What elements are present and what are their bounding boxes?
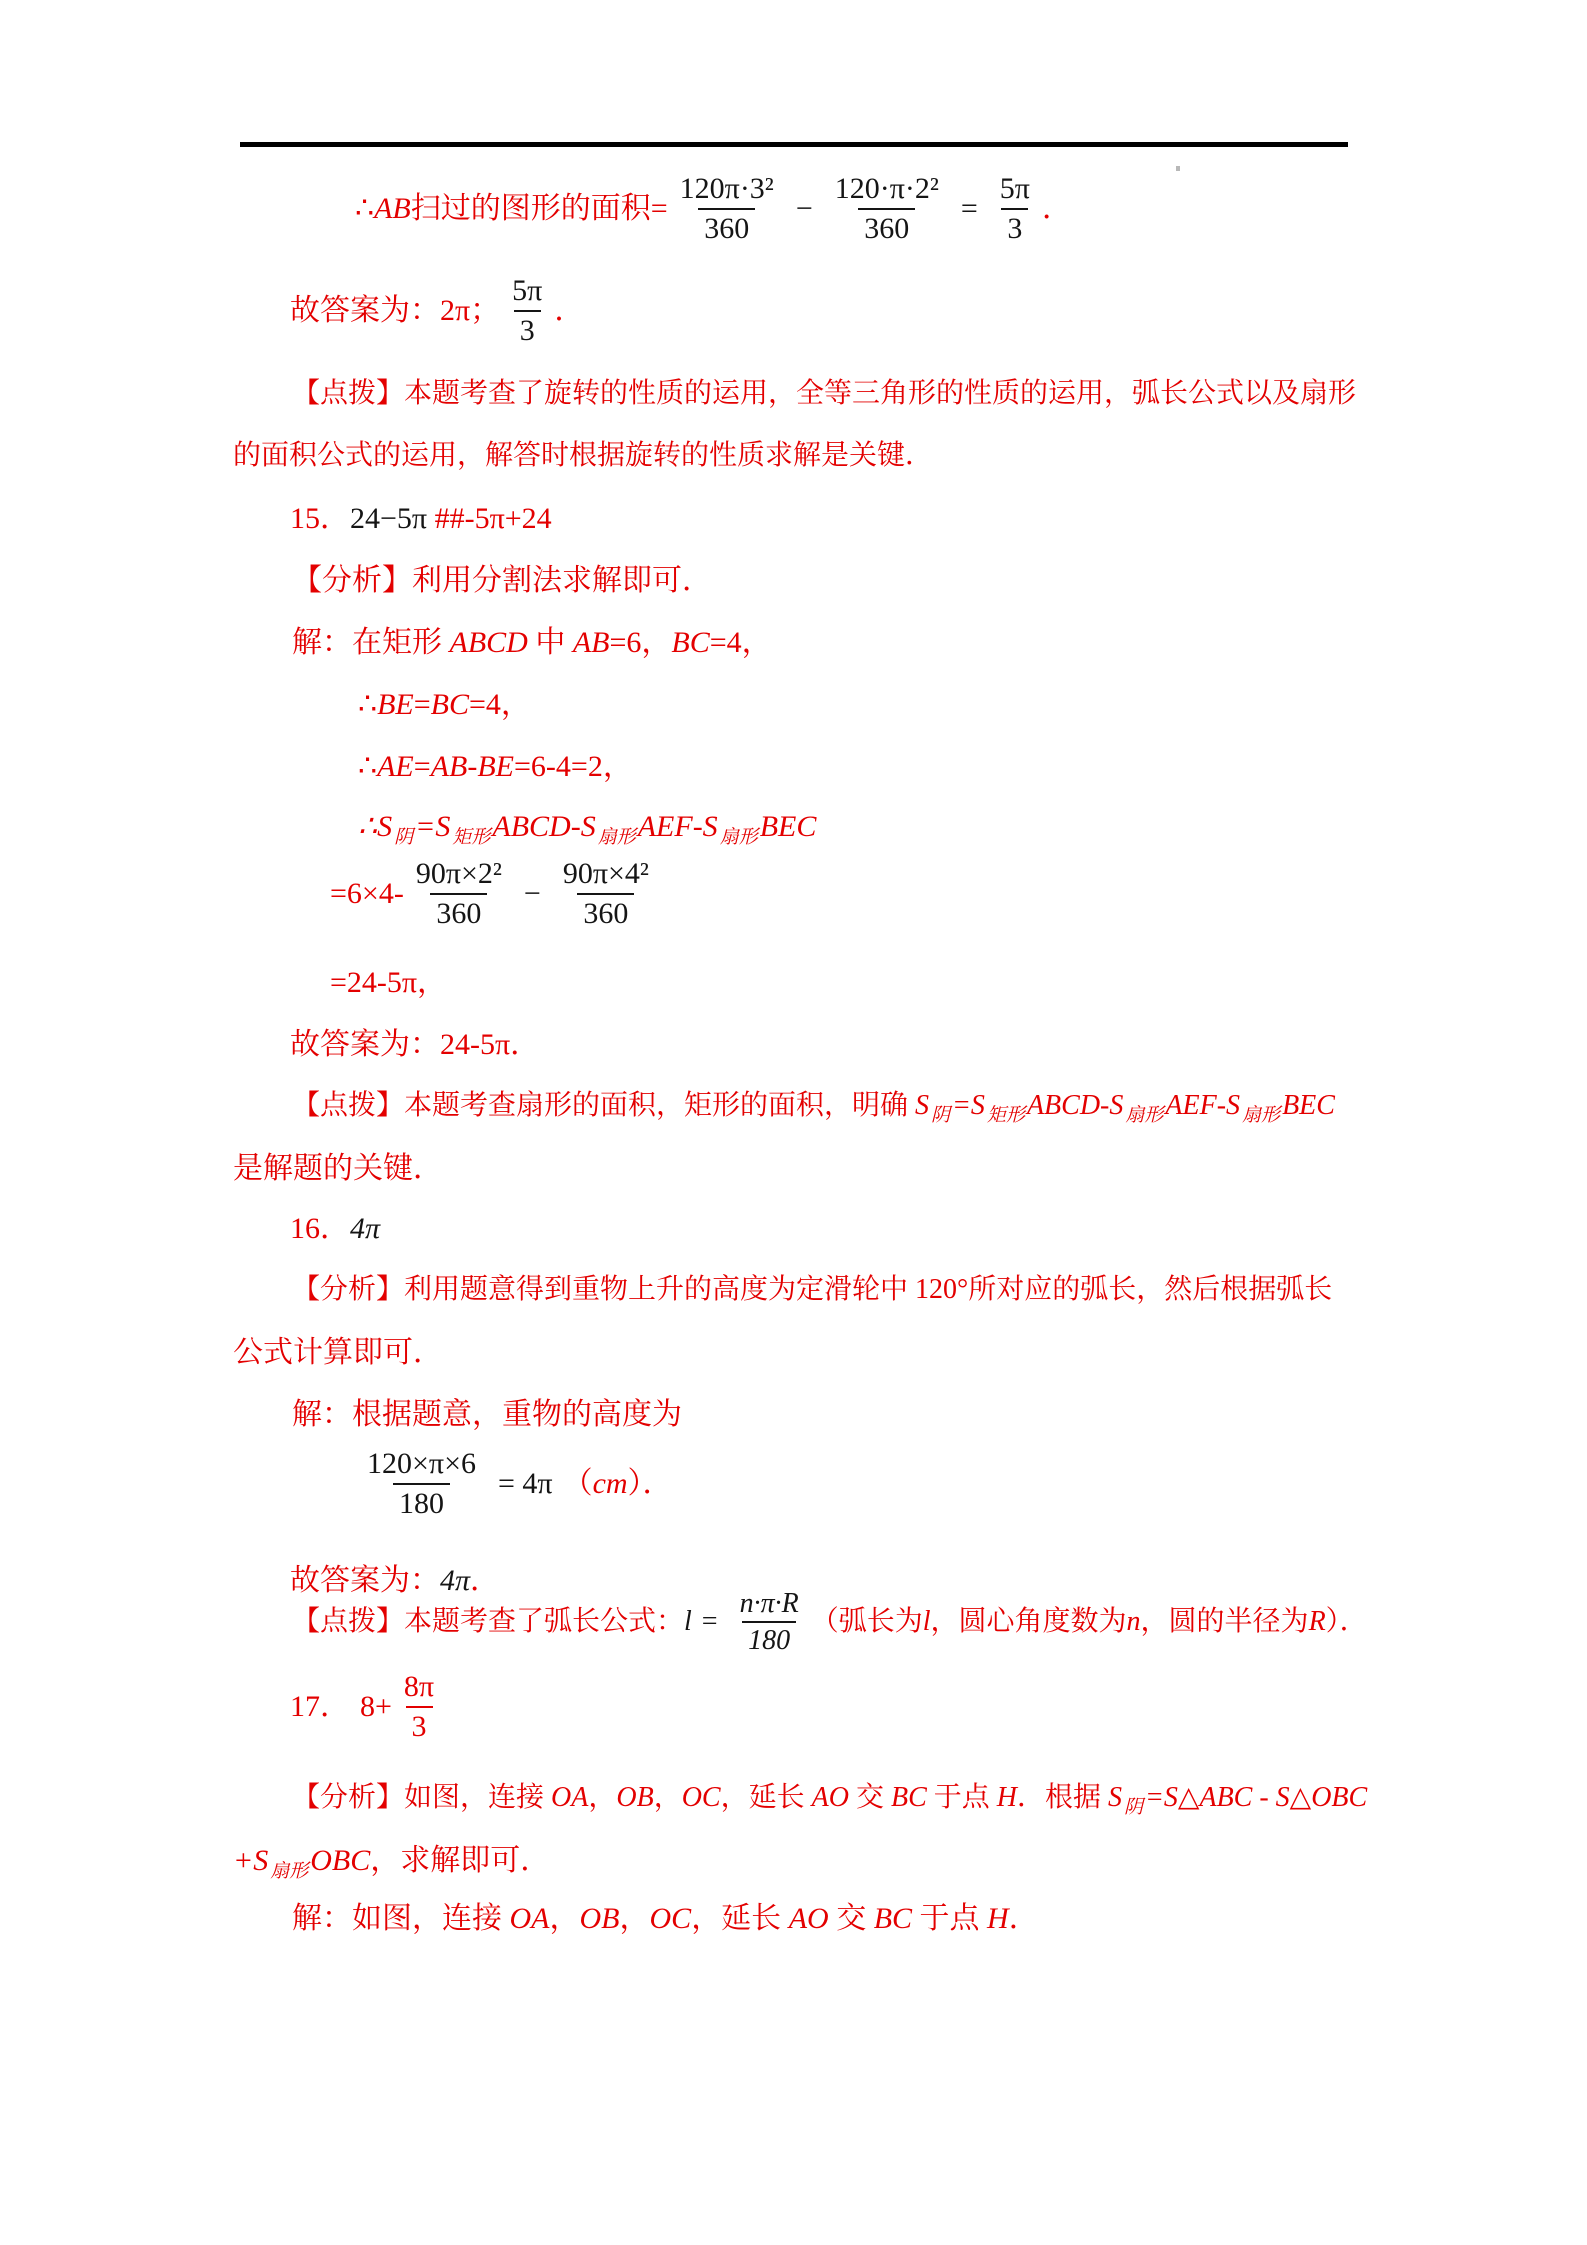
var-abcd: ABCD xyxy=(449,626,528,659)
var-ab: AB xyxy=(572,626,610,659)
comma: ， xyxy=(549,1902,580,1935)
s-var: S xyxy=(915,1090,930,1121)
var-ab: AB xyxy=(430,750,468,783)
comma: ， xyxy=(619,1902,650,1935)
item-15-answer xyxy=(290,498,552,540)
solution-15-line4 xyxy=(358,806,816,852)
subscript-shadow: 阴 xyxy=(1124,1797,1144,1818)
solution-15-line2 xyxy=(358,684,531,726)
analysis-text: 【分析】如图，连接 xyxy=(292,1782,552,1813)
lead-6x4: =6×4- xyxy=(330,876,404,910)
fraction-120pi-3sq: $\frac{\text{120π·3²}}{360}$ xyxy=(674,170,780,247)
paren-note-c: ，圆的半径为 xyxy=(1140,1606,1309,1638)
var-ob: OB xyxy=(616,1782,654,1813)
var-h: H xyxy=(996,1782,1017,1813)
page-artifact-dot xyxy=(1176,166,1180,171)
value: =6-4=2， xyxy=(513,750,633,783)
header-rule xyxy=(240,142,1348,147)
var-bc: BC xyxy=(671,626,710,659)
period: ． xyxy=(554,293,585,327)
analysis-note-15: 【分析】利用分割法求解即可． xyxy=(292,564,712,597)
item-17-value-lead: 8+ xyxy=(360,1689,392,1723)
aef-minus-s: AEF-S xyxy=(1165,1090,1241,1121)
period: ． xyxy=(1008,1902,1039,1935)
bec: BEC xyxy=(1282,1090,1335,1121)
pointer-text: 【点拨】本题考查了弧长公式： xyxy=(292,1606,685,1638)
var-be: BE xyxy=(377,688,414,721)
fraction-90pi-2sq: $\frac{\text{90π×2²}}{360}$ xyxy=(410,855,508,932)
subscript-shadow: 阴 xyxy=(931,1105,951,1126)
var-ae: AE xyxy=(377,750,414,783)
pointer-note-15-line2: 是解题的关键． xyxy=(233,1152,443,1185)
equals-operator: = xyxy=(960,191,978,225)
analysis-note-17-line2 xyxy=(233,1840,550,1886)
pointer-note-14-line1: 【点拨】本题考查了旋转的性质的运用，全等三角形的性质的运用，弧长公式以及扇形 xyxy=(292,378,1357,409)
var-oc: OC xyxy=(649,1902,692,1935)
at-point-text: 于点 xyxy=(912,1902,988,1935)
formula-swept-area xyxy=(355,170,1072,247)
fraction-5pi-3-answer: $\frac{5\pi}{3}$ xyxy=(506,272,548,349)
formula-arc-length-calc xyxy=(355,1445,673,1522)
text-zhong: 中 xyxy=(527,626,573,659)
solve-label: 解：在矩形 xyxy=(292,626,450,659)
answer-value: 4π xyxy=(440,1564,471,1597)
item-16-number: 16． xyxy=(290,1212,350,1245)
var-oa: OA xyxy=(551,1782,589,1813)
solution-15-line1 xyxy=(292,622,772,664)
var-ob: OB xyxy=(579,1902,620,1935)
subscript-sector: 扇形 xyxy=(719,827,758,848)
item-15-answer-black: 24−5π xyxy=(350,502,435,535)
solution-15-line3 xyxy=(358,746,633,788)
s-shadow: ∴S xyxy=(358,810,393,843)
comma: ， xyxy=(588,1782,617,1813)
subscript-shadow: 阴 xyxy=(394,827,414,848)
answer-line-14 xyxy=(290,272,584,349)
analysis-note-16-line2: 公式计算即可． xyxy=(233,1336,443,1369)
var-l: l xyxy=(684,1606,692,1638)
var-r: R xyxy=(1308,1606,1326,1638)
result-24-5pi: =24-5π， xyxy=(330,966,448,999)
var-bc: BC xyxy=(890,1782,927,1813)
var-ao: AO xyxy=(811,1782,849,1813)
value-bc: =4， xyxy=(709,626,772,659)
subscript-rectangle: 矩形 xyxy=(452,827,491,848)
minus-operator: − xyxy=(523,876,541,910)
equals-operator: = xyxy=(701,1606,718,1638)
cross-text: 交 xyxy=(828,1902,874,1935)
swept-area-label: 扫过的图形的面积= xyxy=(410,191,668,225)
answer-label: 故答案为：2π； xyxy=(290,293,501,327)
var-oc: OC xyxy=(681,1782,721,1813)
equals-4pi: = 4π xyxy=(497,1466,553,1500)
fraction-90pi-4sq: $\frac{\text{90π×4²}}{360}$ xyxy=(557,855,655,932)
paren-left: （ xyxy=(562,1466,593,1500)
pointer-note-15-line1 xyxy=(292,1086,1335,1130)
item-16-value: 4π xyxy=(350,1212,381,1245)
fraction-8pi-3: $\frac{8\pi}{3}$ xyxy=(398,1668,440,1745)
bec: BEC xyxy=(759,810,817,843)
item-17-answer xyxy=(290,1668,446,1745)
var-l: l xyxy=(922,1606,931,1638)
period: ． xyxy=(470,1564,501,1597)
var-ao: AO xyxy=(788,1902,829,1935)
paren-right: ）． xyxy=(627,1466,673,1500)
var-bc: BC xyxy=(873,1902,913,1935)
aef-minus-s: AEF-S xyxy=(637,810,718,843)
therefore-symbol: ∴ xyxy=(355,191,375,225)
value: =4， xyxy=(469,688,531,721)
analysis-note-16-line1: 【分析】利用题意得到重物上升的高度为定滑轮中 120°所对应的弧长，然后根据弧长 xyxy=(292,1274,1333,1305)
period: ． xyxy=(1041,191,1072,225)
fraction-5pi-3: $\frac{5\pi}{3}$ xyxy=(994,170,1036,247)
subscript-sector: 扇形 xyxy=(597,827,636,848)
value-ab: =6， xyxy=(609,626,672,659)
analysis-note-17-line1 xyxy=(292,1778,1367,1822)
subscript-sector: 扇形 xyxy=(1125,1105,1164,1126)
extend-text: ，延长 xyxy=(720,1782,812,1813)
fraction-120pi6-180: $\frac{120\times\pi\times 6}{180}$ xyxy=(361,1445,482,1522)
solution-17-line1 xyxy=(292,1898,1039,1940)
item-16-answer xyxy=(290,1208,380,1250)
according-text: ．根据 xyxy=(1017,1782,1109,1813)
therefore-symbol: ∴ xyxy=(358,688,378,721)
pointer-text: 【点拨】本题考查扇形的面积，矩形的面积，明确 xyxy=(292,1090,916,1121)
pointer-note-16 xyxy=(292,1586,1368,1658)
answer-line-15: 故答案为：24-5π． xyxy=(290,1028,541,1061)
formula-rect-minus-sectors xyxy=(330,855,661,932)
minus-operator: − xyxy=(795,191,813,225)
var-h: H xyxy=(987,1902,1009,1935)
equals-s: =S xyxy=(415,810,451,843)
var-ab: AB xyxy=(374,191,411,225)
pointer-note-14-line2: 的面积公式的运用，解答时根据旋转的性质求解是关键． xyxy=(233,440,934,471)
subscript-sector: 扇形 xyxy=(1242,1105,1281,1126)
var-n: n xyxy=(1126,1606,1141,1638)
therefore-symbol: ∴ xyxy=(358,750,378,783)
paren-note-a: （弧长为 xyxy=(810,1606,923,1638)
item-15-answer-alt: ##-5π+24 xyxy=(434,502,552,535)
var-oa: OA xyxy=(509,1902,550,1935)
var-be: BE xyxy=(477,750,514,783)
paren-note-d: ）． xyxy=(1325,1606,1368,1638)
cross-text: 交 xyxy=(848,1782,891,1813)
s-var: S xyxy=(1108,1782,1123,1813)
equals: = xyxy=(413,750,431,783)
plus-s: +S xyxy=(233,1844,269,1877)
at-point-text: 于点 xyxy=(926,1782,997,1813)
solve-label: 解：如图，连接 xyxy=(292,1902,510,1935)
equals-s: =S xyxy=(952,1090,985,1121)
subscript-rectangle: 矩形 xyxy=(986,1105,1025,1126)
comma: ， xyxy=(653,1782,682,1813)
abcd-minus-s: ABCD-S xyxy=(1026,1090,1124,1121)
triangle-equation: =S△ABC - S△OBC xyxy=(1145,1782,1368,1813)
solution-16-line1: 解：根据题意，重物的高度为 xyxy=(292,1398,682,1431)
unit-cm: cm xyxy=(592,1466,628,1500)
fraction-120pi-2sq: $\frac{\text{120·π·2²}}{360}$ xyxy=(829,170,945,247)
var-obc: OBC xyxy=(310,1844,371,1877)
answer-label: 故答案为： xyxy=(290,1564,440,1597)
minus: - xyxy=(467,750,478,783)
paren-note-b: ，圆心角度数为 xyxy=(930,1606,1127,1638)
equals: = xyxy=(413,688,431,721)
extend-text: ，延长 xyxy=(691,1902,789,1935)
var-bc: BC xyxy=(430,688,470,721)
abcd-minus-s: ABCD-S xyxy=(492,810,596,843)
fraction-npir-180: $\frac{n\cdot\pi\cdot R}{180}$ xyxy=(739,1588,799,1656)
solve-text: ，求解即可． xyxy=(370,1844,551,1877)
subscript-sector: 扇形 xyxy=(270,1861,309,1882)
item-17-number: 17． xyxy=(290,1689,350,1723)
item-15-number: 15． xyxy=(290,502,350,535)
